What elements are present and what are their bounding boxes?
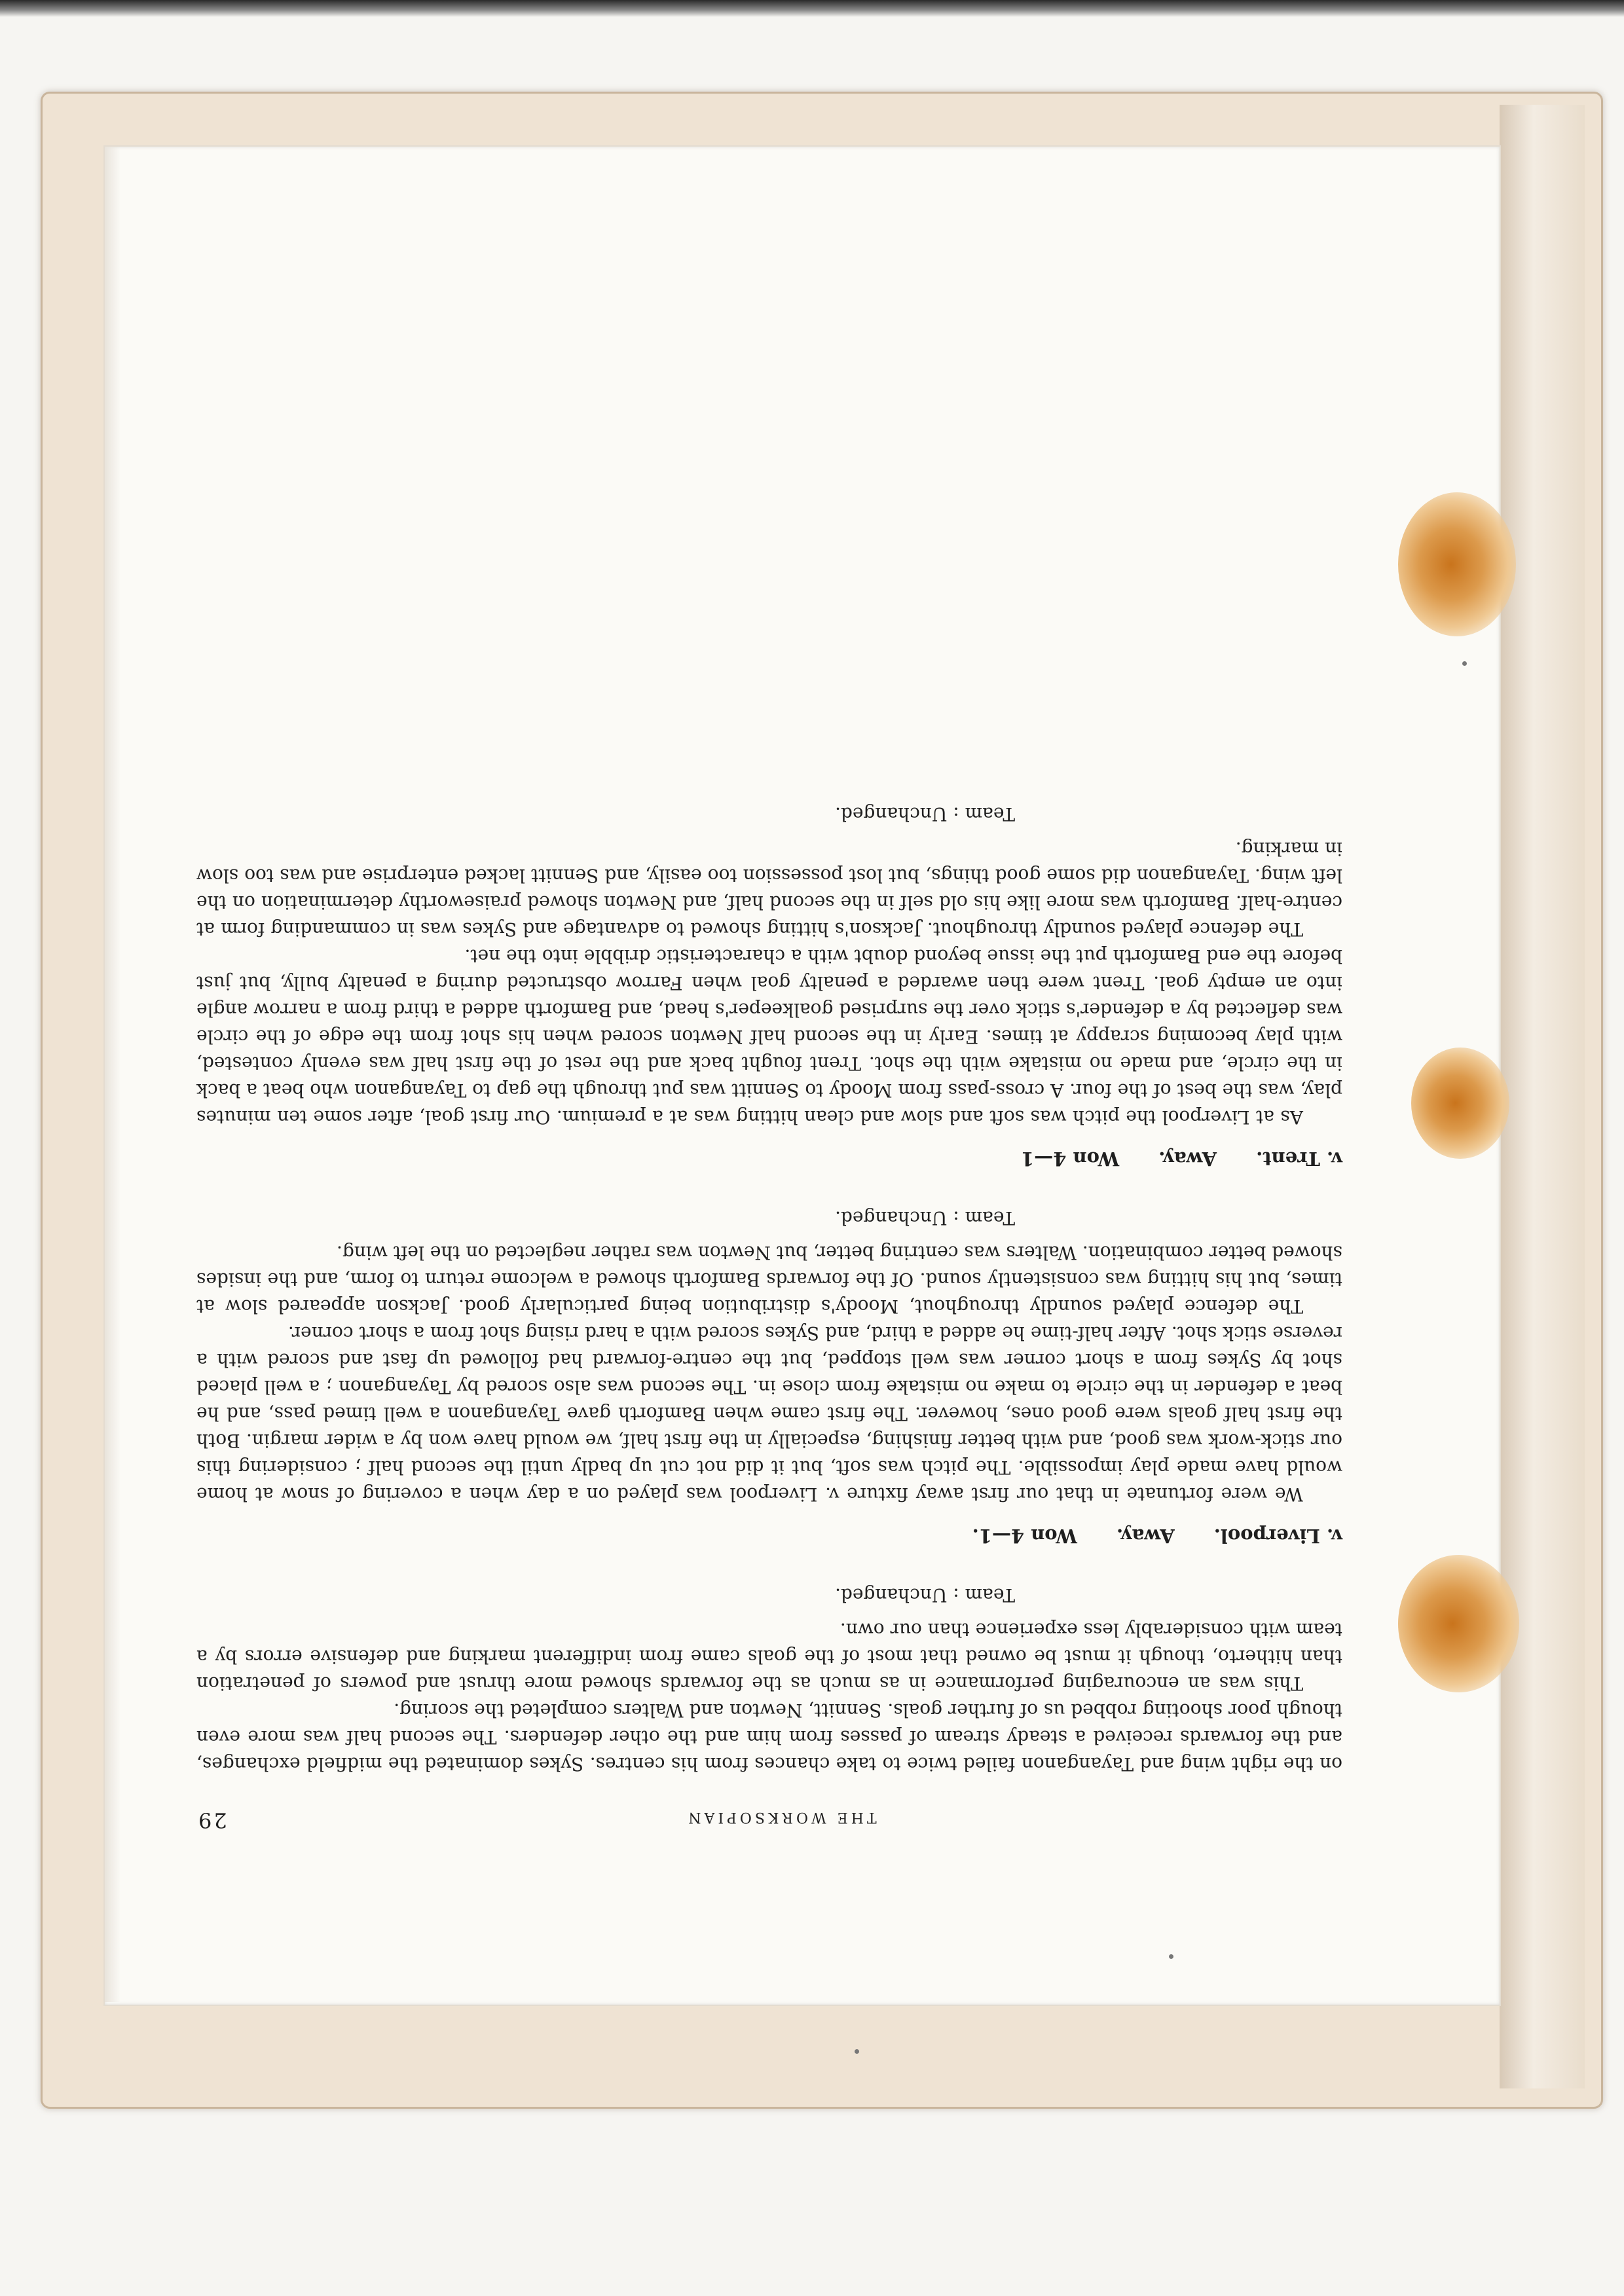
intro-paragraph-1: on the right wing and Tayanganon failed twice to take chances from his centres. Sykes dominated the midfield exchanges, and the forwards received a steady stream of passes from him and the other defenders. The second half was more even though poor shooting robbed us of further goals. Sennitt, Newton and Walters completed the scoring.: [196, 1700, 1342, 1775]
match-result: Won 4—1.: [972, 1525, 1077, 1547]
water-stain-middle: [1411, 1048, 1509, 1159]
water-stain-top: [1398, 492, 1516, 636]
match-heading-trent: [196, 1145, 1342, 1172]
team-note: Team : Unchanged.: [835, 803, 1015, 825]
intro-paragraph-2: This was an encouraging performance in as much as the forwards showed more thrust and powers of penetration than hitherto, though it must be owned that most of the goals came from indifferent marking and defensive errors by a team with considerably less experience than our own.: [196, 1619, 1342, 1694]
match-heading-liverpool: [196, 1522, 1342, 1549]
match-opponent: v. Liverpool.: [1213, 1525, 1342, 1547]
ink-speck: [1462, 661, 1467, 666]
ink-speck: [855, 2049, 859, 2054]
running-head: [196, 1804, 1342, 1833]
match-venue: Away.: [1158, 1148, 1217, 1170]
match-report-paragraph: As at Liverpool the pitch was soft and slow and clean hitting was at a premium. Our first goal, after some ten minutes play, was the best of the four. A cross-pass from Moody to Sennitt was put through the gap to Tayanganon who beat a back in the circle, and made no mistake with the shot. Trent fought back and the rest of the first half was evenly contested, with play becoming scrappy at times. Early in the second half Newton scored when his shot from the edge of the circle was deflected by a defender's stick over the surprised goalkeeper's head, and Bamforth added a third from a narrow angle into an empty goal. Trent were then awarded a penalty goal when Farrow obstructed during a penalty bully, but just before the end Bamforth put the issue beyond doubt with a characteristic dribble into the net.: [196, 945, 1342, 1128]
upside-down-text-block: [196, 288, 1342, 1833]
team-note: Team : Unchanged.: [835, 1207, 1015, 1229]
team-note: Team : Unchanged.: [835, 1584, 1015, 1606]
match-result: Won 4—1: [1021, 1148, 1120, 1170]
ink-speck: [1169, 1954, 1173, 1959]
page-number: 29: [196, 1808, 227, 1832]
publication-title: THE WORKSOPIAN: [685, 1809, 877, 1825]
scanner-edge-shadow: [0, 0, 1624, 17]
running-head-spacer: [1335, 1806, 1342, 1832]
match-opponent: v. Trent.: [1256, 1148, 1342, 1170]
page-edge-shade: [105, 147, 120, 2002]
page-text: [196, 768, 1342, 1833]
match-venue: Away.: [1116, 1525, 1175, 1547]
match-report-paragraph: The defence played soundly throughout, Moody's distribution being particularly good. Jackson appeared slow at times, but his hitting was consistently sound. Of the forwards Bamforth showed a welcome return to form, and the insides showed better combination. Walters was centring better, but Newton was rather neglected on the left wing.: [196, 1242, 1342, 1317]
match-report-paragraph: The defence played soundly throughout. Jackson's hitting showed to advantage and Sykes was in commanding form at centre-half. Bamforth was more like his old self in the second half, and Newton showed praiseworthy determination on the left wing. Tayanganon did some good things, but lost possession too easily, and Sennitt lacked enterprise and was too slow in marking.: [196, 838, 1342, 940]
match-report-paragraph: We were fortunate in that our first away fixture v. Liverpool was played on a day when a covering of snow at home would have made play impossible. The pitch was soft, but it did not cut up badly until the second half ; considering this our stick-work was good, and with better finishing, especially in the first half, we would have won by a wider margin. Both the first half goals were good ones, however. The first came when Bamforth gave Tayanganon a well timed pass, and he beat a defender in the circle to make no mistake from close in. The second was also scored by Tayanganon ; a well placed shot by Sykes from a short corner was well stopped, but the centre-forward had followed up fast and scored with a reverse stick shot. After half-time he added a third, and Sykes scored with a hard rising shot from a short corner.: [196, 1322, 1342, 1505]
book-spine-edge: [1500, 105, 1585, 2088]
water-stain-bottom: [1398, 1555, 1519, 1692]
